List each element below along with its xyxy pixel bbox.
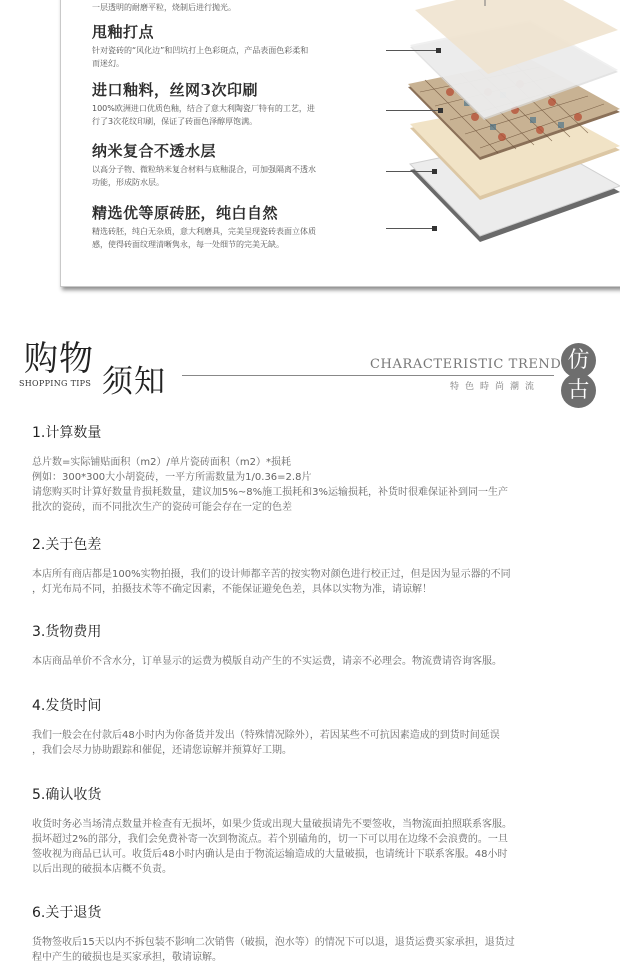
antique-seal [561,343,596,404]
section-line: ，我们会尽力协助跟踪和催促，还请您谅解并预算好工期。 [32,745,292,756]
leader-line [386,171,436,172]
section-delivery-time [32,697,592,758]
section-calc-quantity [32,424,592,515]
section-title: 6.关于退货 [32,905,102,921]
feature-desc: 100%欧洲进口优质色釉，结合了意大利陶瓷厂特有的工艺，进 行了3次花纹印刷，保证了砖面色泽醇厚饱满。 [92,104,315,126]
leader-line [386,228,436,229]
section-title: 3.货物费用 [32,624,102,640]
section-line: ，灯光布局不同，拍摄技术等不确定因素，不能保证避免色差，具体以实物为准，请谅解！ [32,584,432,595]
section-title: 4.发货时间 [32,698,102,714]
feature-waterproof-layer [92,141,392,189]
section-line: 请您购买时计算好数量肯损耗数量，建议加5%~8%施工损耗和3%运输损耗，补货时很难保证补到同一生产 [32,487,508,498]
feature-glaze-dots [92,22,392,70]
section-line: 收货时务必当场清点数量并检查有无损坏，如果少货或出现大量破损请先不要签收，当物流面拍照联系客服。 [32,819,512,830]
tips-subtitle-en: SHOPPING TIPS [19,379,92,388]
leader-dot [432,226,437,231]
feature-desc: 精选砖胚，纯白无杂质，意大利磨具，完美呈现瓷砖表面立体质 感，使得砖面纹理清晰隽永，每一处细节的完美无缺。 [92,227,316,249]
feature-desc: 以高分子物、微粒纳米复合材料与底釉混合，可加强隔离不透水 功能，形成防水层。 [92,165,316,187]
section-returns [32,904,592,965]
section-shipping-fee [32,623,592,669]
leader-dot [438,108,443,113]
section-line: 程中产生的破损也是买家承担，敬请谅解。 [32,952,222,963]
seal-bottom-char: 古 [561,373,596,408]
section-line: 批次的瓷砖，而不同批次生产的瓷砖可能会存在一定的色差 [32,502,292,513]
section-line: 我们一般会在付款后48小时内为你备货并发出（特殊情况除外），若因某些不可抗因素造成的到货时间延误 [32,730,500,741]
trend-title-en: CHARACTERISTIC TREND [370,357,562,372]
feature-white-body [92,203,392,251]
section-line: 货物签收后15天以内不拆包装不影响二次销售（破损，泡水等）的情况下可以退，退货运费买家承担，退货过 [32,937,515,948]
section-line: 例如：300*300大小胡瓷砖，一平方所需数量为1/0.36=2.8片 [32,472,312,483]
leader-dot [432,169,437,174]
section-title: 5.确认收货 [32,787,102,803]
section-line: 本店商品单价不含水分，订单显示的运费为模版自动产生的不实运费，请亲不必理会。物流费请咨询客服。 [32,656,502,667]
section-line: 以后出现的破损本店概不负责。 [32,864,172,875]
leader-line [386,50,438,51]
section-confirm-receipt [32,786,592,877]
section-line: 总片数=实际铺贴面积（m2）/单片瓷砖面积（m2）*损耗 [32,457,291,468]
tips-title-part2: 须知 [102,364,166,400]
feature-imported-glaze [92,80,392,128]
section-line: 损坏超过2%的部分，我们会免费补寄一次到物流点。若个别磕角的，切一下可以用在边缘不会浪费的。一旦 [32,834,508,845]
feature-title: 精选优等原砖胚，纯白自然 [92,204,279,222]
feature-title: 纳米复合不透水层 [92,142,217,160]
tips-title-part1: 购物 [24,339,94,379]
feature-title: 甩釉打点 [92,23,155,41]
leader-dot [436,48,441,53]
section-color-difference [32,536,592,597]
seal-top-char: 仿 [561,343,596,378]
tile-layers-illustration [380,0,620,257]
layer-intro-text: 一层透明的耐磨平粒，烧制后进行抛光。 [92,3,236,12]
section-title: 2.关于色差 [32,537,102,553]
section-line: 签收视为商品已认可。收货后48小时内确认是由于物流运输造成的大量破损，也请统计下联系客服。48小时 [32,849,508,860]
feature-desc: 针对瓷砖的“风化边”和凹坑打上色彩斑点，产品表面色彩柔和 而迷幻。 [92,46,309,68]
section-title: 1.计算数量 [32,425,102,441]
header-divider [182,375,554,376]
trend-subtitle-cn: 特色時尚潮流 [450,382,541,392]
feature-title: 进口釉料，丝网3次印刷 [92,81,258,99]
section-line: 本店所有商店都是100%实物拍摄，我们的设计师都辛苦的按实物对颜色进行校正过，但是因为显示器的不同 [32,569,511,580]
leader-line [386,110,441,111]
